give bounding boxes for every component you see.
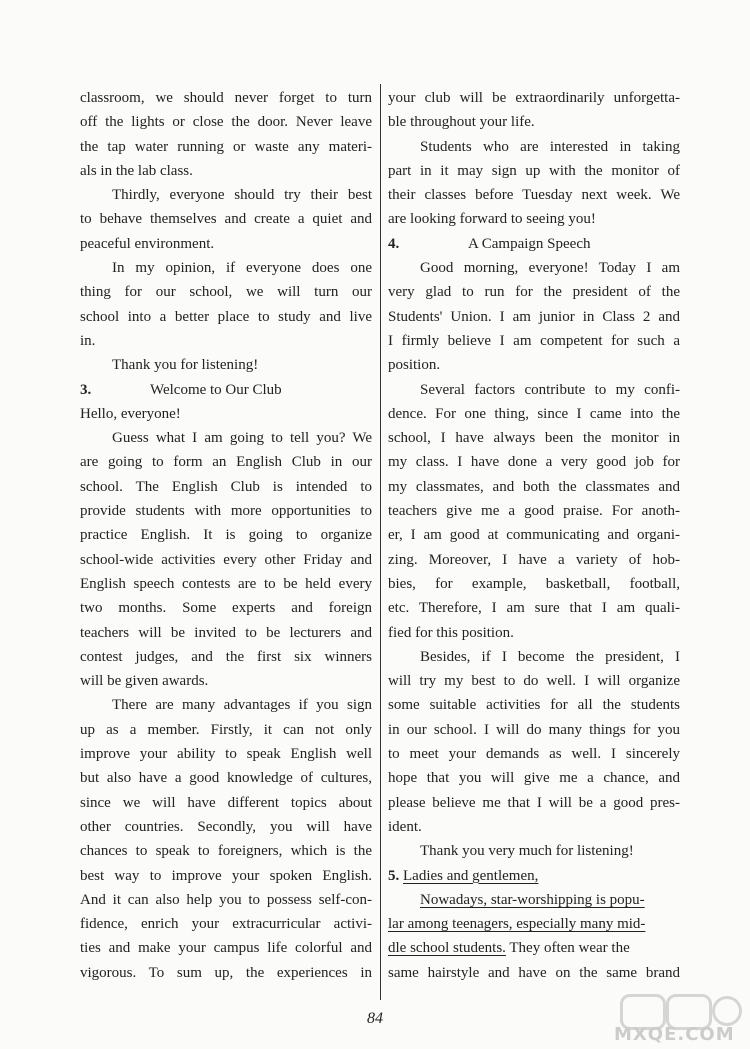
text-line: to meet your demands as well. I sincerely xyxy=(388,746,680,763)
text-line: best way to improve your spoken English. xyxy=(80,867,372,884)
plain-text: They often wear the xyxy=(505,940,630,957)
text-line: school. The English Club is intended to xyxy=(80,478,372,495)
text-line: thing for our school, we will turn our xyxy=(80,284,372,301)
text-line: are going to form an English Club in our xyxy=(80,454,372,471)
text-line: contest judges, and the first six winners xyxy=(80,648,372,665)
underlined-text: Nowadays, star-worshipping is popu- xyxy=(420,891,645,908)
text-line: your club will be extraordinarily unforgetta- xyxy=(388,90,680,106)
text-line: position. xyxy=(388,357,441,374)
column-divider xyxy=(380,84,381,1000)
paragraph xyxy=(80,86,372,183)
section-title: A Campaign Speech xyxy=(468,235,591,252)
text-line: bies, for example, basketball, football, xyxy=(388,575,680,592)
paragraph xyxy=(388,888,680,985)
right-column xyxy=(388,86,680,985)
text-line: chances to speak to foreigners, which is the xyxy=(80,843,372,860)
greeting-line: Hello, everyone! xyxy=(80,405,181,422)
text-line: provide students with more opportunities to xyxy=(80,503,372,520)
text-line xyxy=(388,936,680,960)
underlined-text: lar among teenagers, especially many mid- xyxy=(388,916,646,933)
section-title: Welcome to Our Club xyxy=(150,381,282,398)
text-line: Students who are interested in taking xyxy=(420,138,680,155)
text-line: als in the lab class. xyxy=(80,162,193,179)
text-line: fied for this position. xyxy=(388,624,514,641)
text-line: part in it may sign up with the monitor of xyxy=(388,162,680,179)
text-line: are looking forward to seeing you! xyxy=(388,211,596,228)
section-heading xyxy=(80,378,372,402)
section-number: 5. xyxy=(388,867,400,884)
text-line: two months. Some experts and foreign xyxy=(80,600,372,617)
text-line: Besides, if I become the president, I xyxy=(420,648,680,665)
text-line: other countries. Secondly, you will have xyxy=(80,818,372,835)
text-line: English speech contests are to be held every xyxy=(80,575,372,592)
text-line: Several factors contribute to my confi- xyxy=(420,381,680,398)
underlined-text: dle school students. xyxy=(388,940,506,957)
text-line: etc. Therefore, I am sure that I am quali- xyxy=(388,600,680,617)
text-line xyxy=(388,888,680,912)
text-line: school, I have always been the monitor in xyxy=(388,430,680,447)
text-line: the tap water running or waste any materi- xyxy=(80,138,372,155)
watermark-text: MXQE.COM xyxy=(614,1024,735,1045)
text-line: zing. Moreover, I have a variety of hob- xyxy=(388,551,680,568)
text-line: school-wide activities every other Friday and xyxy=(80,551,372,568)
text-line: hope that you will give me a chance, and xyxy=(388,770,680,787)
text-line: off the lights or close the door. Never leave xyxy=(80,114,372,131)
text-line: dence. For one thing, since I came into the xyxy=(388,405,680,422)
text-line: but also have a good knowledge of cultures, xyxy=(80,770,372,787)
paragraph xyxy=(388,86,680,135)
paragraph xyxy=(388,645,680,839)
text-line: There are many advantages if you sign xyxy=(112,697,372,714)
section-number: 4. xyxy=(388,235,400,252)
left-column xyxy=(80,86,372,985)
text-line: to behave themselves and create a quiet and xyxy=(80,211,372,228)
text-line: teachers will be invited to be lecturers and xyxy=(80,624,372,641)
text-line: ties and make your campus life colorful and xyxy=(80,940,372,957)
page-number: 84 xyxy=(367,1010,383,1027)
text-line: improve your ability to speak English well xyxy=(80,746,372,763)
text-line: In my opinion, if everyone does one xyxy=(112,260,372,277)
text-line: will try my best to do well. I will organize xyxy=(388,673,680,690)
text-line: Guess what I am going to tell you? We xyxy=(112,430,372,447)
text-line: I firmly believe I am competent for such a xyxy=(388,332,680,349)
text-line: teachers give me a good praise. For anoth- xyxy=(388,503,680,520)
section-number: 3. xyxy=(80,381,92,398)
text-line: er, I am good at communicating and organi- xyxy=(388,527,680,544)
text-line: my classmates, and both the classmates and xyxy=(388,478,680,495)
text-line: Students' Union. I am junior in Class 2 and xyxy=(388,308,680,325)
text-line: same hairstyle and have on the same brand xyxy=(388,964,680,981)
paragraph xyxy=(388,256,680,377)
text-line: And it can also help you to possess self-con- xyxy=(80,891,372,908)
text-line: Good morning, everyone! Today I am xyxy=(420,260,680,277)
text-line: will be given awards. xyxy=(80,673,209,690)
closing-line: Thank you for listening! xyxy=(112,357,259,374)
text-line: peaceful environment. xyxy=(80,235,215,252)
paragraph xyxy=(80,693,372,985)
section-heading xyxy=(388,864,680,888)
watermark-logo xyxy=(612,994,742,1046)
salutation: Ladies and gentlemen, xyxy=(403,867,539,884)
text-line: ident. xyxy=(388,818,422,835)
paragraph xyxy=(80,183,372,256)
paragraph xyxy=(388,135,680,232)
paragraph xyxy=(388,378,680,645)
paragraph xyxy=(80,256,372,353)
text-line: my class. I have done a very good job for xyxy=(388,454,680,471)
text-line: fidence, enrich your extracurricular activi- xyxy=(80,916,372,933)
text-line: Thirdly, everyone should try their best xyxy=(112,187,372,204)
text-line: since we will have different topics about xyxy=(80,794,372,811)
text-line: their classes before Tuesday next week. We xyxy=(388,187,680,204)
text-line: some suitable activities for all the students xyxy=(388,697,680,714)
text-line: practice English. It is going to organize xyxy=(80,527,372,544)
text-line: please believe me that I will be a good pres- xyxy=(388,794,680,811)
text-line: ble throughout your life. xyxy=(388,114,535,131)
text-line: in. xyxy=(80,332,96,349)
text-line: vigorous. To sum up, the experiences in xyxy=(80,964,372,981)
text-line xyxy=(388,912,680,936)
text-line: classroom, we should never forget to turn xyxy=(80,90,372,106)
paragraph xyxy=(80,426,372,693)
section-heading xyxy=(388,232,680,256)
closing-line: Thank you very much for listening! xyxy=(420,843,634,860)
text-line: very glad to run for the president of the xyxy=(388,284,680,301)
text-line: up as a member. Firstly, it can not only xyxy=(80,721,372,738)
text-line: in our school. I will do many things for you xyxy=(388,721,680,738)
watermark-circle-icon xyxy=(712,996,742,1026)
text-line: school into a better place to study and live xyxy=(80,308,372,325)
